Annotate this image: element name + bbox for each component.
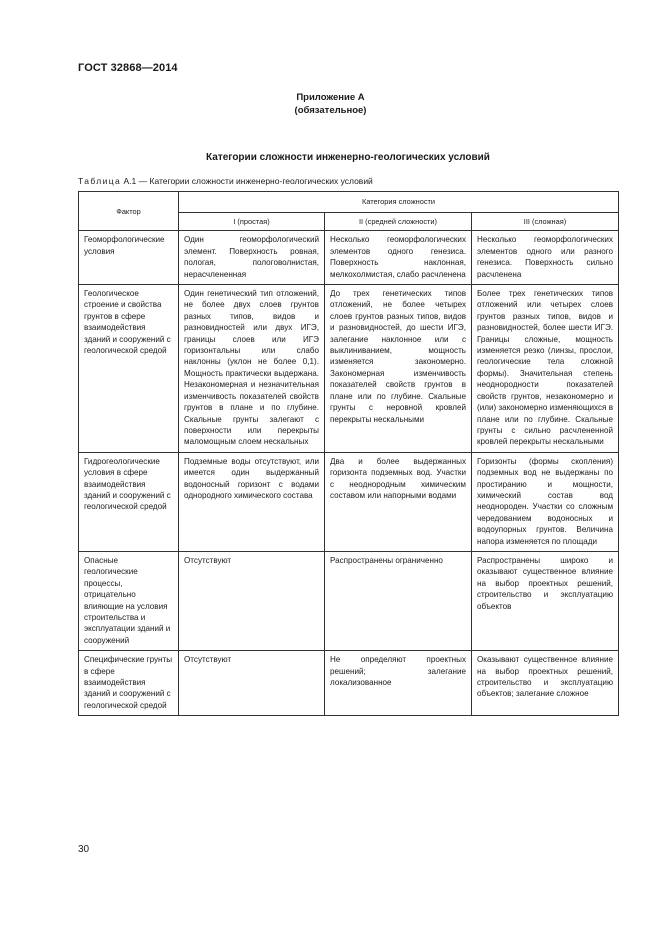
category-cell: Отсутствуют [179,551,325,650]
table-row [79,651,619,716]
factor-cell: Специфические грунты в сфере взаимодействия зданий и сооружений с геологической средой [79,651,179,716]
table-row [79,452,619,551]
category-cell: Распространены ограниченно [325,551,472,650]
header-category: Категория сложности [179,192,619,213]
table-row [79,551,619,650]
category-cell: До трех генетических типов отложений, не более четырех слоев грунтов разных типов, видов и разновидностей, до шести ИГЭ, залегание наклонное или с выклиниванием, мощность изменяется закономерно. Закономерная изменчивость показателей свойств грунтов в плане или по глубине. Скальные грунты с неровной кровлей перекрыты нескальными [325,285,472,453]
subheader-medium: II (средней сложности) [325,213,472,231]
complexity-table [78,191,619,716]
factor-cell: Геоморфологические условия [79,231,179,285]
factor-cell: Опасные геологические процессы, отрицательно влияющие на условия строительства и эксплуатации зданий и сооружений [79,551,179,650]
category-cell: Не определяют проектных решений; залегание локализованное [325,651,472,716]
table-row [79,231,619,285]
appendix-heading [0,91,661,117]
subheader-complex: III (сложная) [472,213,619,231]
table-caption-text: — Категории сложности инженерно-геологических условий [138,176,373,186]
appendix-status: (обязательное) [294,105,367,116]
category-cell: Распространены широко и оказывают существенное влияние на выбор проектных решений, строительство и эксплуатацию объектов [472,551,619,650]
header-factor: Фактор [79,192,179,231]
appendix-title: Приложение А [296,92,365,103]
factor-cell: Гидрогеологические условия в сфере взаимодействия зданий и сооружений с геологической средой [79,452,179,551]
category-cell: Один генетический тип отложений, не более двух слоев грунтов разных типов, видов и разновидностей или двух ИГЭ, границы слоев или ИГЭ горизонтальны или слабо наклонны (уклон не более 0,1). Мощность практически выдержана. Незакономерная и незначительная изменчивость показателей свойств грунтов в плане и по глубине. Скальные грунты залегают с поверхности или перекрыты маломощным слоем нескальных [179,285,325,453]
category-cell: Более трех генетических типов отложений или четырех слоев грунтов разных типов, видов и разновидностей, более шести ИГЭ. Границы сложные, мощность изменяется резко (линзы, прослои, геологические тела сложной формы). Значительная степень неоднородности показателей свойств грунтов, незакономерно и (или) закономерно изменяющихся в плане или по глубине. Скальные грунты с сильно расчлененной кровлей перекрыты нескальными [472,285,619,453]
table-caption-label: Таблица [78,176,122,186]
table-caption [78,176,373,186]
category-cell: Два и более выдержанных горизонта подземных вод. Участки с неоднородным химическим составом или напорными водами [325,452,472,551]
category-cell: Подземные воды отсутствуют, или имеется один выдержанный водоносный горизонт с водами однородного химического состава [179,452,325,551]
category-cell: Один геоморфологический элемент. Поверхность ровная, пологая, пологоволнистая, нерасчлененная [179,231,325,285]
table-caption-number: А.1 [123,176,137,186]
category-cell: Отсутствуют [179,651,325,716]
page-number: 30 [78,844,90,855]
category-cell: Оказывают существенное влияние на выбор проектных решений, строительство и эксплуатацию объектов; залегание сложное [472,651,619,716]
standard-code: ГОСТ 32868—2014 [78,62,178,74]
factor-cell: Геологическое строение и свойства грунтов в сфере взаимодействия зданий и сооружений с геологической средой [79,285,179,453]
category-cell: Несколько геоморфологических элементов одного или разного генезиса. Поверхность сильно расчленена [472,231,619,285]
subheader-simple: I (простая) [179,213,325,231]
section-title: Категории сложности инженерно-геологических условий [206,152,490,163]
category-cell: Горизонты (формы скопления) подземных вод не выдержаны по простиранию и мощности, химический состав вод неоднороден. Участки со сложным чередованием водоносных и водоупорных грунтов. Величина напора изменяется по площади [472,452,619,551]
category-cell: Несколько геоморфологических элементов одного генезиса. Поверхность наклонная, мелкохолмистая, слабо расчленена [325,231,472,285]
table-row [79,285,619,453]
